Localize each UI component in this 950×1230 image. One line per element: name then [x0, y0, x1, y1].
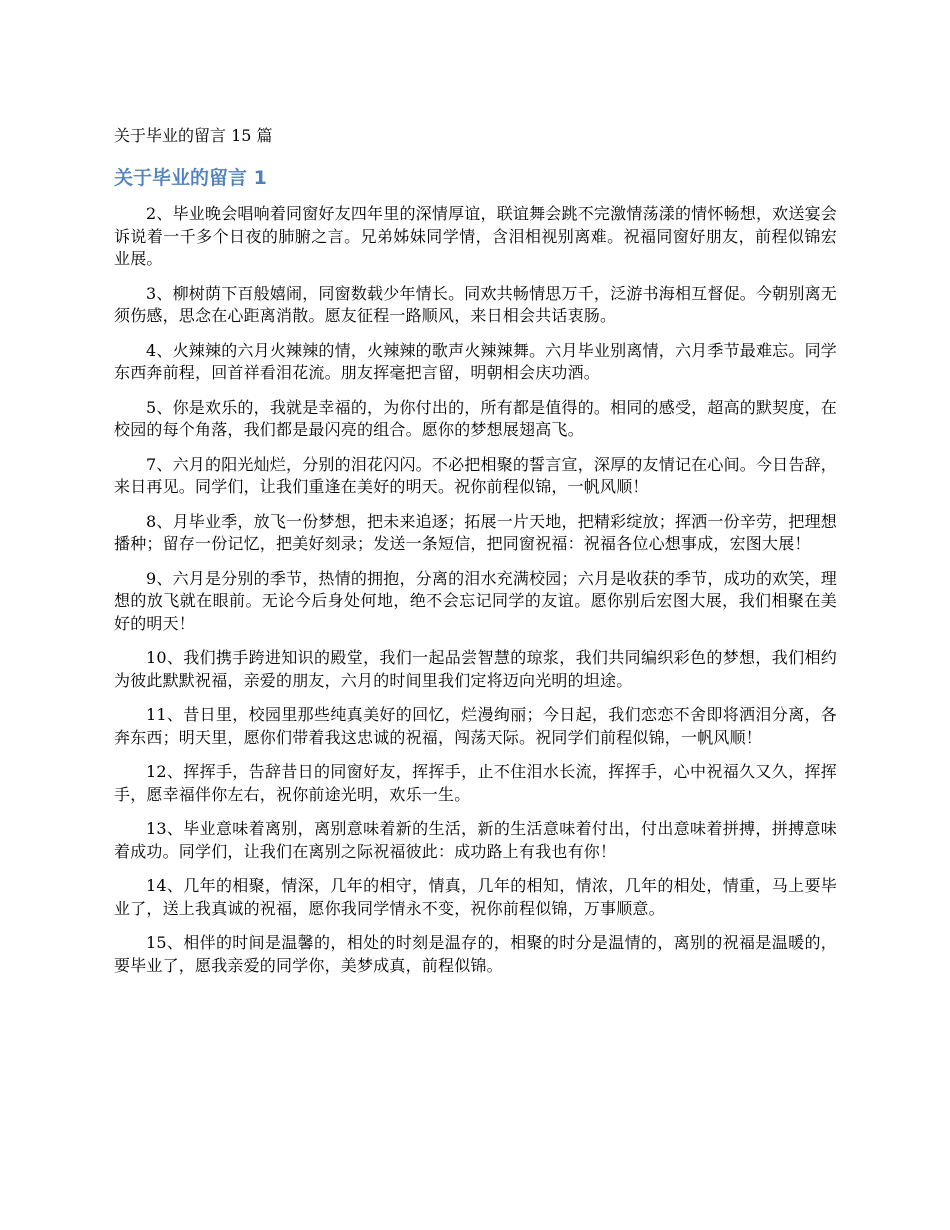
- paragraph-8: 8、月毕业季，放飞一份梦想，把未来追逐；拓展一片天地，把精彩绽放；挥洒一份辛劳，把理想播种；留存一份记忆，把美好刻录；发送一条短信，把同窗祝福：祝福各位心想事成，宏图大展！: [114, 511, 837, 553]
- section-heading: 关于毕业的留言 1: [114, 167, 267, 189]
- paragraph-13: 13、毕业意味着离别，离别意味着新的生活，新的生活意味着付出，付出意味着拼搏，拼搏意味着成功。同学们，让我们在离别之际祝福彼此：成功路上有我也有你！: [114, 819, 837, 861]
- paragraph-5: 5、你是欢乐的，我就是幸福的，为你付出的，所有都是值得的。相同的感受，超高的默契度，在校园的每个角落，我们都是最闪亮的组合。愿你的梦想展翅高飞。: [114, 397, 837, 439]
- document-title: 关于毕业的留言 15 篇: [114, 126, 273, 145]
- paragraph-4: 4、火辣辣的六月火辣辣的情，火辣辣的歌声火辣辣舞。六月毕业别离情，六月季节最难忘。同学东西奔前程，回首祥看泪花流。朋友挥毫把言留，明朝相会庆功酒。: [114, 340, 837, 382]
- paragraph-11: 11、昔日里，校园里那些纯真美好的回忆，烂漫绚丽；今日起，我们恋恋不舍即将洒泪分离，各奔东西；明天里，愿你们带着我这忠诚的祝福，闯荡天际。祝同学们前程似锦，一帆风顺！: [114, 705, 837, 747]
- paragraph-14: 14、几年的相聚，情深，几年的相守，情真，几年的相知，情浓，几年的相处，情重，马上要毕业了，送上我真诚的祝福，愿你我同学情永不变，祝你前程似锦，万事顺意。: [114, 876, 837, 918]
- paragraph-9: 9、六月是分别的季节，热情的拥抱，分离的泪水充满校园；六月是收获的季节，成功的欢笑，理想的放飞就在眼前。无论今后身处何地，绝不会忘记同学的友谊。愿你别后宏图大展，我们相聚在美好的明天！: [114, 568, 837, 633]
- paragraph-3: 3、柳树荫下百般嬉闹，同窗数载少年情长。同欢共畅情思万千，泛游书海相互督促。今朝别离无须伤感，思念在心距离消散。愿友征程一路顺风，来日相会共话衷肠。: [114, 283, 837, 325]
- paragraph-12: 12、挥挥手，告辞昔日的同窗好友，挥挥手，止不住泪水长流，挥挥手，心中祝福久又久，挥挥手，愿幸福伴你左右，祝你前途光明，欢乐一生。: [114, 762, 837, 804]
- paragraph-10: 10、我们携手跨进知识的殿堂，我们一起品尝智慧的琼浆，我们共同编织彩色的梦想，我们相约为彼此默默祝福，亲爱的朋友，六月的时间里我们定将迈向光明的坦途。: [114, 648, 837, 690]
- document-body: [114, 203, 837, 989]
- paragraph-2: 2、毕业晚会唱响着同窗好友四年里的深情厚谊，联谊舞会跳不完激情荡漾的情怀畅想，欢送宴会诉说着一千多个日夜的肺腑之言。兄弟姊妹同学情，含泪相视别离难。祝福同窗好朋友，前程似锦宏业展。: [114, 204, 837, 268]
- paragraph-15: 15、相伴的时间是温馨的，相处的时刻是温存的，相聚的时分是温情的，离别的祝福是温暖的，要毕业了，愿我亲爱的同学你，美梦成真，前程似锦。: [114, 933, 837, 975]
- paragraph-7: 7、六月的阳光灿烂，分别的泪花闪闪。不必把相聚的誓言宣，深厚的友情记在心间。今日告辞，来日再见。同学们，让我们重逢在美好的明天。祝你前程似锦，一帆风顺！: [114, 454, 837, 496]
